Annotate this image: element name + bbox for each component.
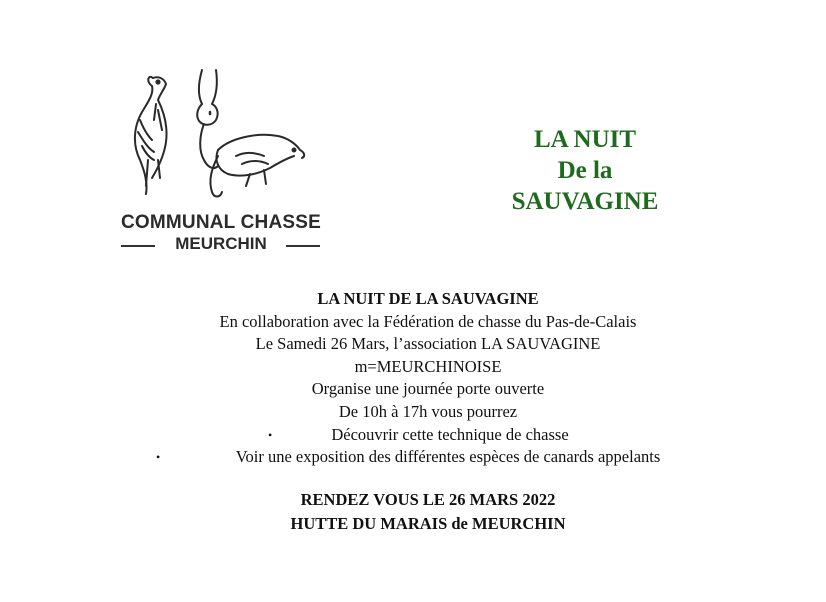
event-description: [100, 288, 756, 469]
logo-title: COMMUNAL CHASSE: [120, 212, 322, 233]
bullet-text: Découvrir cette technique de chasse: [331, 424, 569, 444]
logo-subtitle: MEURCHIN: [175, 234, 267, 253]
logo-divider-right: [286, 245, 320, 247]
bullet-icon: •: [268, 427, 273, 442]
description-title: LA NUIT DE LA SAUVAGINE: [317, 289, 539, 308]
bullet-item: [100, 446, 756, 469]
rendezvous-location: HUTTE DU MARAIS de MEURCHIN: [290, 513, 566, 533]
headline-line-1: LA NUIT: [533, 126, 637, 153]
description-line: En collaboration avec la Fédération de chasse du Pas-de-Calais: [219, 311, 637, 331]
description-line: Organise une journée porte ouverte: [311, 379, 545, 399]
event-rendezvous: [100, 488, 756, 535]
headline-line-2: De la: [557, 157, 613, 184]
description-line: Le Samedi 26 Mars, l’association LA SAUVAGINE: [255, 334, 601, 354]
rendezvous-date: RENDEZ VOUS LE 26 MARS 2022: [300, 490, 556, 509]
animals-illustration-icon: [118, 60, 318, 210]
bullet-text: Voir une exposition des différentes espèces de canards appelants: [235, 447, 661, 467]
headline-line-3: SAUVAGINE: [511, 188, 659, 215]
bullet-icon: •: [156, 450, 161, 465]
bullet-item: [100, 424, 756, 447]
event-headline: [490, 124, 680, 217]
description-line: De 10h à 17h vous pourrez: [338, 401, 518, 421]
description-line: m=MEURCHINOISE: [354, 356, 502, 376]
communal-chasse-logo: [118, 60, 328, 256]
